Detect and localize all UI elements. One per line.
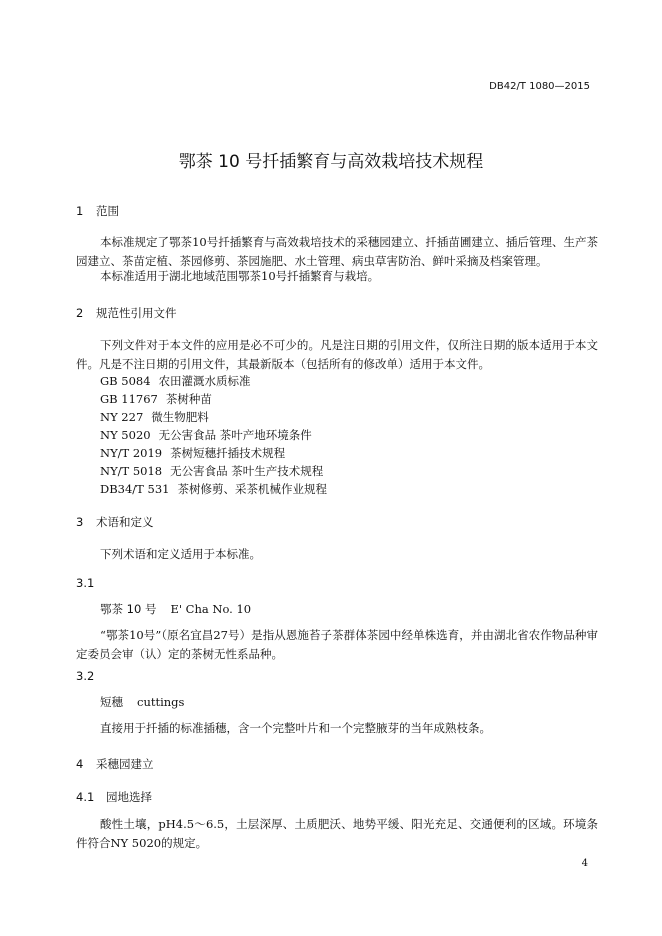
refs-intro-paragraph: 下列文件对于本文件的应用是必不可少的。凡是注日期的引用文件，仅所注日期的版本适用于本文件。凡是不注日期的引用文件，其最新版本（包括所有的修改单）适用于本文件。 [76, 338, 598, 371]
scope-paragraph-2: 本标准适用于湖北地域范围鄂茶10号扦插繁育与栽培。 [100, 269, 380, 283]
standard-code: DB42/T 1080—2015 [489, 81, 590, 92]
reference-item [100, 373, 251, 389]
reference-item [100, 445, 285, 461]
reference-code: GB 11767 [100, 392, 158, 406]
reference-code: NY 5020 [100, 428, 151, 442]
reference-item [100, 391, 212, 407]
term-2-heading [100, 694, 184, 710]
reference-name: 微生物肥料 [151, 410, 209, 424]
reference-item [100, 481, 327, 497]
reference-code: NY/T 5018 [100, 464, 163, 478]
reference-code: NY 227 [100, 410, 144, 424]
clause-4-1-heading [76, 789, 152, 805]
section-title: 规范性引用文件 [96, 306, 177, 320]
reference-item [100, 463, 323, 479]
term-cn: 鄂茶 10 号 [100, 602, 157, 616]
scope-paragraph-1: 本标准规定了鄂茶10号扦插繁育与高效栽培技术的采穗园建立、扦插苗圃建立、插后管理、生产茶园建立、茶苗定植、茶园修剪、茶园施肥、水土管理、病虫草害防治、鲜叶采摘及档案管理。 [76, 235, 598, 268]
reference-name: 茶树种苗 [165, 392, 212, 406]
section-1-heading [76, 203, 119, 219]
section-2-heading [76, 305, 177, 321]
term-en: E' Cha No. 10 [170, 602, 252, 616]
reference-item [100, 427, 312, 443]
section-number: 2 [76, 306, 84, 320]
clause-3-2-number: 3.2 [76, 669, 95, 683]
reference-name: 无公害食品 茶叶生产技术规程 [170, 464, 324, 478]
term-1-heading [100, 601, 251, 617]
reference-code: GB 5084 [100, 374, 151, 388]
term-en: cuttings [137, 695, 185, 709]
term-1-definition: “鄂茶10号”（原名宜昌27号）是指从恩施苔子茶群体茶园中经单株选育，并由湖北省农作物品种审定委员会审（认）定的茶树无性系品种。 [76, 628, 598, 661]
page-number: 4 [581, 858, 588, 869]
section-title: 采穗园建立 [96, 757, 154, 771]
section-3-heading [76, 514, 154, 530]
reference-code: NY/T 2019 [100, 446, 163, 460]
reference-name: 茶树短穗扦插技术规程 [170, 446, 286, 460]
section-number: 4.1 [76, 790, 95, 804]
reference-name: 茶树修剪、采茶机械作业规程 [177, 482, 327, 496]
document-title: 鄂茶 10 号扦插繁育与高效栽培技术规程 [178, 152, 484, 172]
section-title: 范围 [96, 204, 119, 218]
section-4-heading [76, 756, 154, 772]
site-paragraph: 酸性土壤，pH4.5～6.5，土层深厚、土质肥沃、地势平缓、阳光充足、交通便利的区域。环境条件符合NY 5020的规定。 [76, 817, 598, 850]
reference-name: 农田灌溉水质标准 [158, 374, 251, 388]
section-title: 园地选择 [106, 790, 152, 804]
reference-name: 无公害食品 茶叶产地环境条件 [158, 428, 312, 442]
section-number: 1 [76, 204, 84, 218]
reference-item [100, 409, 209, 425]
terms-intro: 下列术语和定义适用于本标准。 [100, 547, 261, 561]
term-2-definition: 直接用于扦插的标准插穗，含一个完整叶片和一个完整腋芽的当年成熟枝条。 [100, 721, 491, 735]
term-cn: 短穗 [100, 695, 123, 709]
section-title: 术语和定义 [96, 515, 154, 529]
section-number: 4 [76, 757, 84, 771]
reference-code: DB34/T 531 [100, 482, 170, 496]
section-number: 3 [76, 515, 84, 529]
clause-3-1-number: 3.1 [76, 576, 95, 590]
